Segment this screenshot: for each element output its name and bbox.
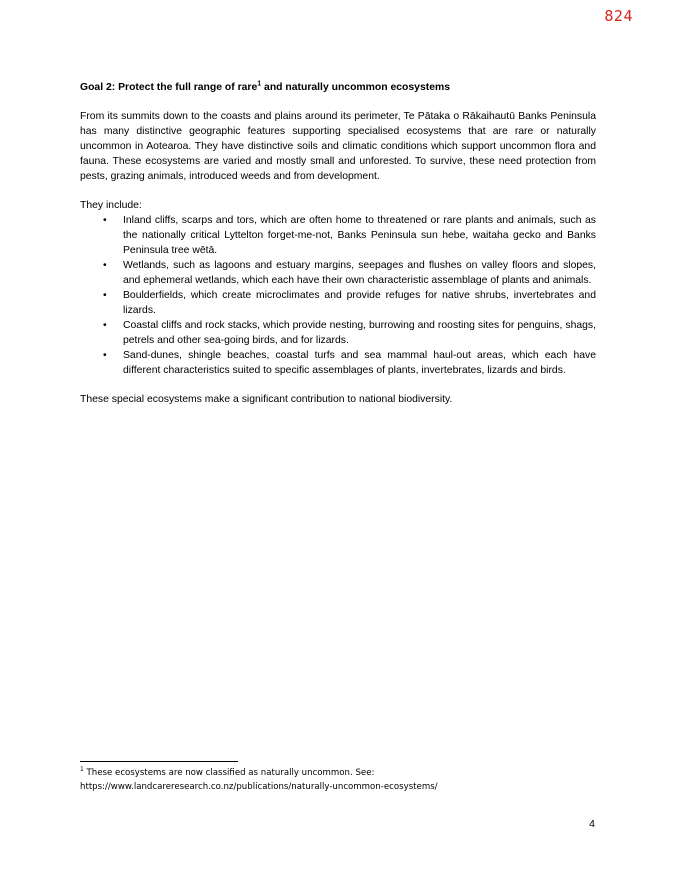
footnote-marker: 1	[80, 766, 84, 774]
heading-text: Goal 2: Protect the full range of rare	[80, 82, 258, 93]
footnote-reference[interactable]: 1	[257, 80, 262, 88]
heading-text-continued: and naturally uncommon ecosystems	[261, 82, 450, 93]
list-item-text: Sand-dunes, shingle beaches, coastal turfs and sea mammal haul-out areas, which each have different characteristics suited to specific assemblages of plants, invertebrates, lizards and birds.	[123, 350, 596, 376]
bullet-icon: •	[103, 215, 107, 226]
footnote-text: These ecosystems are now classified as naturally uncommon. See:	[83, 768, 375, 778]
list-item	[80, 213, 596, 258]
bullet-icon: •	[103, 350, 107, 361]
bullet-icon: •	[103, 320, 107, 331]
ecosystem-list	[80, 213, 596, 378]
footnote-divider	[80, 761, 238, 762]
bullet-icon: •	[103, 290, 107, 301]
list-item-text: Coastal cliffs and rock stacks, which provide nesting, burrowing and roosting sites for penguins, shags, petrels and other sea-going birds, and for lizards.	[123, 320, 596, 346]
list-item-text: Wetlands, such as lagoons and estuary margins, seepages and flushes on valley floors and slopes, and ephemeral wetlands, which each have their own characteristic assemblage of plants and animals.	[123, 260, 596, 286]
page-stamp-number: 824	[604, 7, 633, 25]
list-item	[80, 258, 596, 288]
list-item	[80, 348, 596, 378]
document-body	[80, 80, 596, 407]
footnote-url[interactable]: https://www.landcareresearch.co.nz/publications/naturally-uncommon-ecosystems/	[80, 781, 438, 792]
page-number: 4	[589, 818, 595, 830]
list-item-text: Boulderfields, which create microclimates and provide refuges for native shrubs, invertebrates and lizards.	[123, 290, 596, 316]
intro-paragraph: From its summits down to the coasts and plains around its perimeter, Te Pātaka o Rākaihautū Banks Peninsula has many distinctive geographic features supporting specialised ecosystems that are rare or naturally uncommon in Aotearoa. They have distinctive soils and climatic conditions which support uncommon flora and fauna. These ecosystems are varied and mostly small and unforested. To survive, these need protection from pests, grazing animals, introduced weeds and from development.	[80, 111, 596, 182]
closing-paragraph: These special ecosystems make a significant contribution to national biodiversity.	[80, 394, 453, 405]
list-item-text: Inland cliffs, scarps and tors, which are often home to threatened or rare plants and animals, such as the nationally critical Lyttelton forget-me-not, Banks Peninsula sun hebe, waitaha gecko and Banks Peninsula tree wētā.	[123, 215, 596, 256]
section-heading	[80, 80, 596, 95]
bullet-icon: •	[103, 260, 107, 271]
list-item	[80, 318, 596, 348]
list-item	[80, 288, 596, 318]
footnote-line	[80, 767, 600, 781]
list-intro: They include:	[80, 200, 142, 211]
footnote	[80, 767, 600, 794]
